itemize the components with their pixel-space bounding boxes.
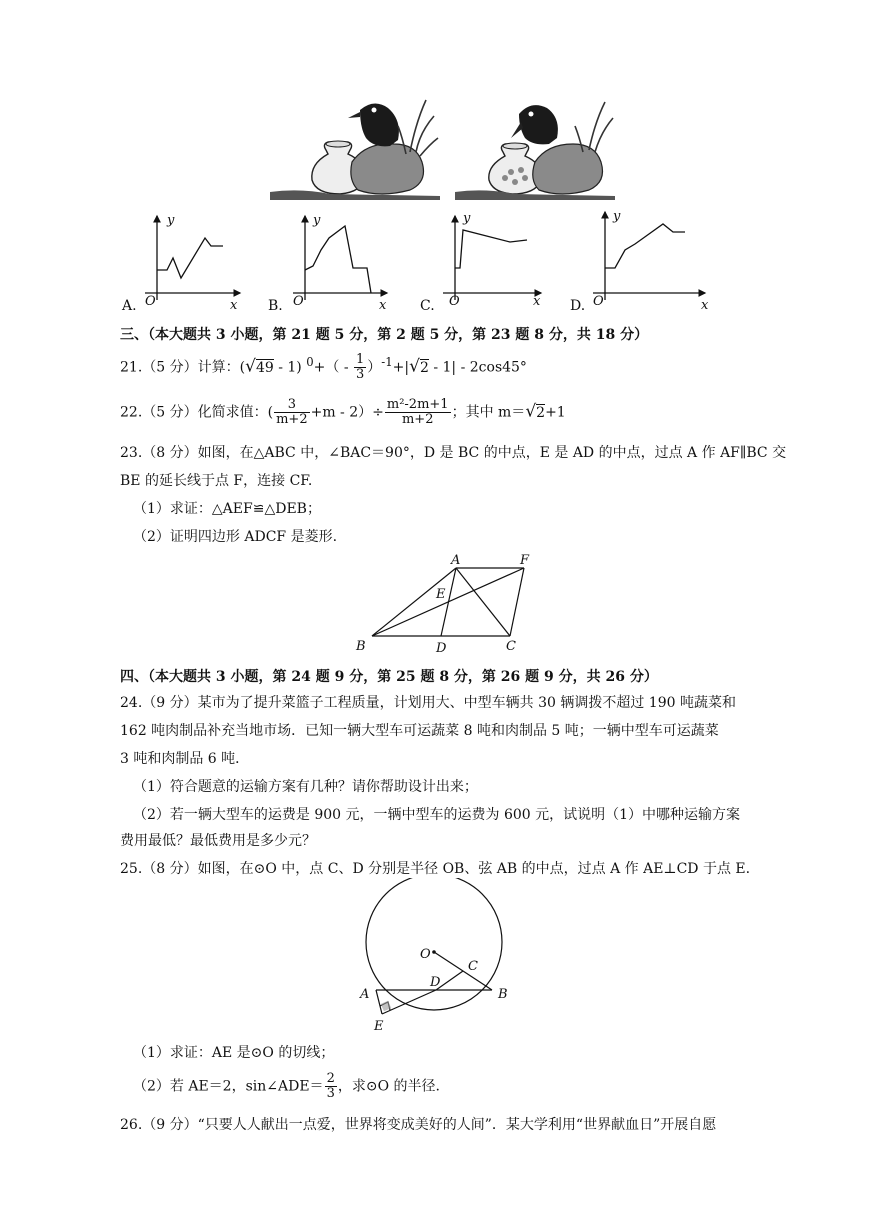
graph-d-x: x xyxy=(701,298,709,313)
graph-c-x: x xyxy=(533,294,541,309)
section-4-title: 四、（本大题共 3 小题，第 24 题 9 分，第 25 题 8 分，第 26 题 9 分，共 26 分） xyxy=(120,669,658,685)
question-23-part2: （2）证明四边形 ADCF 是菱形. xyxy=(133,529,338,545)
graph-c-y: y xyxy=(463,211,471,226)
option-graphs xyxy=(115,208,715,313)
graph-d xyxy=(593,212,705,300)
question-25-part2: （2）若 AE＝2，sin∠ADE＝ $\frac{2}{3}$ ，求⊙O 的半径. xyxy=(133,1071,440,1101)
question-24-part1: （1）符合题意的运输方案有几种？请你帮助设计出来； xyxy=(133,779,478,795)
point-e: E xyxy=(436,587,446,602)
point-a: A xyxy=(451,553,461,568)
option-c-label: C. xyxy=(420,298,435,314)
point-b: B xyxy=(498,987,508,1002)
question-25-part1: （1）求证：AE 是⊙O 的切线； xyxy=(133,1045,335,1061)
point-d: D xyxy=(430,975,441,990)
question-26-line1: 26.（9 分）“只要人人献出一点爱，世界将变成美好的人间”．某大学利用“世界献血日”开展自愿 xyxy=(120,1117,717,1133)
question-24-line3: 3 吨和肉制品 6 吨． xyxy=(120,751,250,767)
sqrt-sign: √ xyxy=(245,356,256,377)
point-a: A xyxy=(360,987,370,1002)
graph-d-y: y xyxy=(613,209,621,224)
crow-illustration-left xyxy=(270,92,442,200)
option-d-label: D. xyxy=(570,298,586,314)
section-3-title: 三、（本大题共 3 小题，第 21 题 5 分，第 2 题 5 分，第 23 题 8 分，共 18 分） xyxy=(120,327,649,343)
graph-b-y: y xyxy=(313,213,321,228)
graph-b-x: x xyxy=(379,298,387,313)
graph-b xyxy=(293,216,387,300)
graph-a xyxy=(145,216,240,300)
fraction-quadratic: $\frac{\text{m²-2m+1}}{m+2}$ xyxy=(386,397,449,427)
question-21: 21.（5 分）计算：(√49 - 1) $^0$+（ - $\frac{1}{3}$ ）$^{-1}$+|√2 - 1| - 2cos45° xyxy=(120,352,527,382)
question-23-line1: 23.（8 分）如图，在△ABC 中，∠BAC＝90°，D 是 BC 的中点，E 是 AD 的中点，过点 A 作 AF∥BC 交 xyxy=(120,445,787,461)
figure-circle xyxy=(352,878,522,1036)
question-24-part2-cont: 费用最低？最低费用是多少元？ xyxy=(120,833,316,849)
question-22: 22.（5 分）化简求值：( $\frac{3}{m+2}$ +m - 2）÷ $\frac{\text{m²-2m+1}}{m+2}$ ；其中 m＝√2+1 xyxy=(120,397,566,427)
option-b-label: B. xyxy=(268,298,283,314)
question-24-line1: 24.（9 分）某市为了提升菜篮子工程质量，计划用大、中型车辆共 30 辆调拨不超过 190 吨蔬菜和 xyxy=(120,695,736,711)
figure-triangle-rhombus xyxy=(350,552,540,658)
point-f: F xyxy=(520,553,530,568)
graph-a-y: y xyxy=(167,213,175,228)
question-24-line2: 162 吨肉制品补充当地市场．已知一辆大型车可运蔬菜 8 吨和肉制品 5 吨；一辆中型车可运蔬菜 xyxy=(120,723,719,739)
graph-a-x: x xyxy=(230,298,238,313)
fraction-two-thirds: $\frac{2}{3}$ xyxy=(326,1071,335,1101)
point-c: C xyxy=(506,639,516,654)
graph-c xyxy=(443,216,541,300)
point-o: O xyxy=(420,947,431,962)
graph-a-o: O xyxy=(145,294,156,309)
question-23-part1: （1）求证：△AEF≌△DEB； xyxy=(133,501,321,517)
graph-d-o: O xyxy=(593,294,604,309)
graph-c-o: O xyxy=(449,294,460,309)
point-e: E xyxy=(374,1019,384,1034)
question-24-part2: （2）若一辆大型车的运费是 900 元，一辆中型车的运费为 600 元，试说明（1）中哪种运输方案 xyxy=(133,807,741,823)
graph-b-o: O xyxy=(293,294,304,309)
question-25-line1: 25.（8 分）如图，在⊙O 中，点 C、D 分别是半径 OB、弦 AB 的中点，过点 A 作 AE⊥CD 于点 E. xyxy=(120,861,751,877)
point-c: C xyxy=(468,959,478,974)
crow-illustration-right xyxy=(455,92,615,200)
point-b: B xyxy=(356,639,366,654)
fraction-3-over-m2: $\frac{3}{m+2}$ xyxy=(276,397,308,427)
fraction-one-third: $\frac{1}{3}$ xyxy=(356,352,365,382)
point-d: D xyxy=(436,641,447,656)
question-23-line2: BE 的延长线于点 F，连接 CF. xyxy=(120,473,313,489)
option-a-label: A. xyxy=(122,298,137,314)
